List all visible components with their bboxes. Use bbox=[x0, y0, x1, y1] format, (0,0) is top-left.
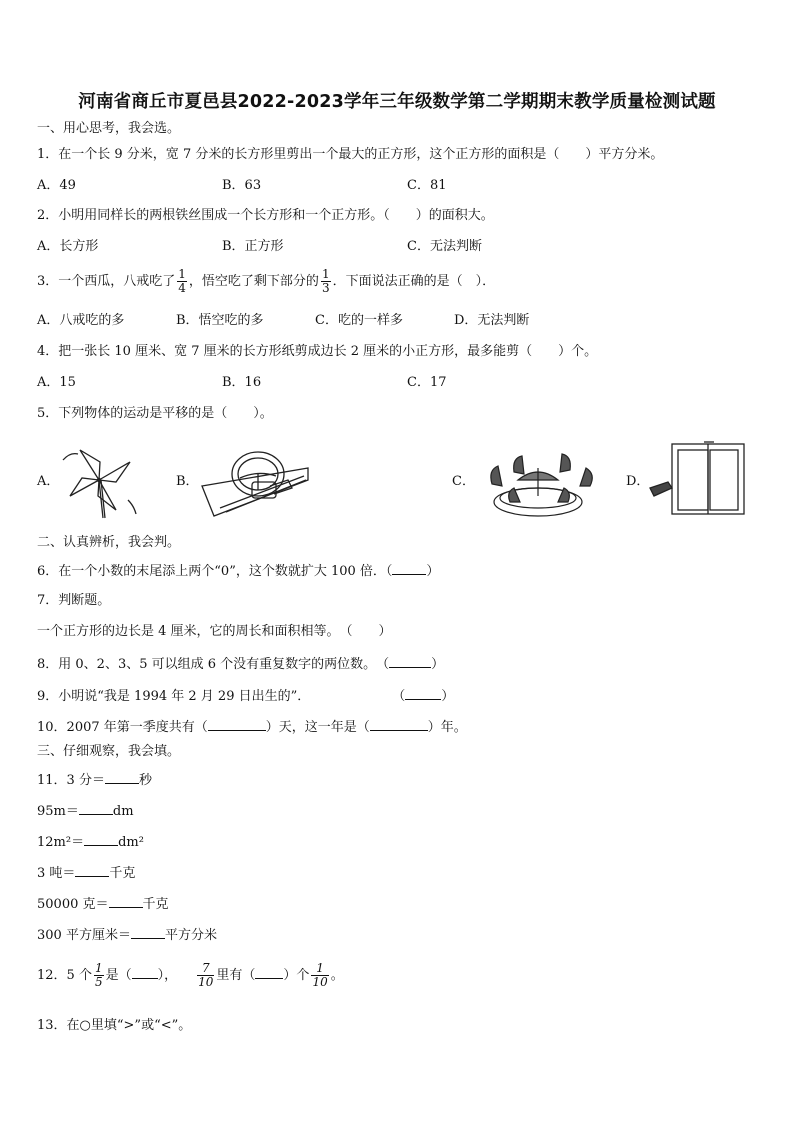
q5-option-d[interactable]: D． bbox=[626, 474, 650, 489]
question-3 bbox=[37, 266, 495, 298]
q1-option-b[interactable]: B．63 bbox=[222, 178, 262, 193]
q12-blank-2[interactable] bbox=[255, 965, 283, 979]
q10-text-mid: ）天，这一年是（ bbox=[265, 720, 370, 735]
section-3-heading: 三、仔细观察，我会填。 bbox=[37, 744, 181, 759]
steering-wheel-illustration bbox=[200, 446, 310, 518]
q6-answer-blank[interactable] bbox=[392, 561, 426, 575]
pinwheel-illustration bbox=[58, 440, 140, 520]
q2-option-b[interactable]: B．正方形 bbox=[222, 239, 284, 254]
q5-option-a[interactable]: A． bbox=[37, 474, 60, 489]
q4-option-a[interactable]: A．15 bbox=[37, 375, 76, 390]
q11-blank-3[interactable] bbox=[84, 832, 118, 846]
q3-fraction-2: $\frac{1}{3}$ bbox=[321, 267, 330, 295]
q11-blank-6[interactable] bbox=[131, 925, 165, 939]
q10-text-post: ）年。 bbox=[427, 720, 467, 735]
question-1: 1．在一个长 9 分米，宽 7 分米的长方形里剪出一个最大的正方形，这个正方形的面积是（ ）平方分米。 bbox=[37, 147, 664, 162]
q9-text-pre: （ bbox=[392, 689, 406, 704]
q6-text: 6．在一个小数的末尾添上两个“0”，这个数就扩大 100 倍．（ bbox=[37, 564, 393, 579]
q3-option-b[interactable]: B．悟空吃的多 bbox=[176, 313, 264, 328]
question-11-line-3: 12m²＝ dm² bbox=[37, 832, 144, 852]
q2-option-a[interactable]: A．长方形 bbox=[37, 239, 99, 254]
q5-option-b[interactable]: B． bbox=[176, 474, 199, 489]
q2-option-c[interactable]: C．无法判断 bbox=[407, 239, 482, 254]
q3-text-post: ．下面说法正确的是（ ）． bbox=[332, 274, 496, 289]
question-12: 12．5 个 $\frac{1}{5}$ 是（ ）， $\frac{7}{10}$ 里有（ ）个 $\frac{1}{10}$ 。 bbox=[37, 961, 344, 989]
question-7: 7．判断题。 bbox=[37, 593, 111, 608]
question-11-line-1: 11．3 分＝ 秒 bbox=[37, 770, 152, 790]
q9-text: 9．小明说“我是 1994 年 2 月 29 日出生的”． bbox=[37, 689, 311, 704]
q1-option-c[interactable]: C．81 bbox=[407, 178, 447, 193]
question-11-line-4: 3 吨＝ 千克 bbox=[37, 863, 135, 883]
q9-answer-blank[interactable] bbox=[405, 686, 441, 700]
q11-blank-5[interactable] bbox=[109, 894, 143, 908]
q10-year-type-blank[interactable] bbox=[370, 717, 428, 731]
section-1-heading: 一、用心思考，我会选。 bbox=[37, 121, 181, 136]
q4-option-c[interactable]: C．17 bbox=[407, 375, 447, 390]
q1-option-a[interactable]: A．49 bbox=[37, 178, 76, 193]
question-11-line-2: 95m＝ dm bbox=[37, 801, 134, 821]
q3-text-mid: ，悟空吃了剩下部分的 bbox=[188, 274, 319, 289]
q8-answer-blank[interactable] bbox=[389, 654, 431, 668]
question-7-statement: 一个正方形的边长是 4 厘米，它的周长和面积相等。 （ ） bbox=[37, 624, 392, 639]
question-6 bbox=[37, 561, 439, 581]
q10-text: 10．2007 年第一季度共有（ bbox=[37, 720, 208, 735]
q8-text: 8．用 0、2、3、5 可以组成 6 个没有重复数字的两位数。 （ bbox=[37, 657, 390, 672]
q10-days-blank[interactable] bbox=[208, 717, 266, 731]
q3-fraction-1: $\frac{1}{4}$ bbox=[178, 267, 186, 295]
q12-fraction-3: $\frac{1}{10}$ bbox=[312, 961, 328, 989]
sliding-window-illustration bbox=[648, 440, 748, 518]
q3-text-pre: 3．一个西瓜，八戒吃了 bbox=[37, 274, 176, 289]
q3-option-a[interactable]: A．八戒吃的多 bbox=[37, 313, 125, 328]
page-title: 河南省商丘市夏邑县2022-2023学年三年级数学第二学期期末教学质量检测试题 bbox=[78, 92, 716, 112]
q11-blank-4[interactable] bbox=[75, 863, 109, 877]
q11-blank-1[interactable] bbox=[105, 770, 139, 784]
q3-option-c[interactable]: C．吃的一样多 bbox=[315, 313, 403, 328]
q12-fraction-2: $\frac{7}{10}$ bbox=[198, 961, 214, 989]
question-8 bbox=[37, 654, 444, 674]
rotating-ride-illustration bbox=[478, 450, 600, 520]
question-2: 2．小明用同样长的两根铁丝围成一个长方形和一个正方形。（ ）的面积大。 bbox=[37, 208, 494, 223]
q11-blank-2[interactable] bbox=[79, 801, 113, 815]
question-13: 13．在○里填“>”或“<”。 bbox=[37, 1018, 192, 1033]
q6-text-post: ） bbox=[426, 564, 440, 579]
q8-text-post: ） bbox=[431, 657, 445, 672]
question-10 bbox=[37, 717, 467, 737]
q12-blank-1[interactable] bbox=[132, 965, 158, 979]
q9-text-post: ） bbox=[441, 689, 455, 704]
question-5: 5．下列物体的运动是平移的是（ ）。 bbox=[37, 406, 273, 421]
question-9 bbox=[37, 686, 454, 706]
q12-fraction-1: $\frac{1}{5}$ bbox=[94, 961, 103, 989]
question-11-line-6: 300 平方厘米＝ 平方分米 bbox=[37, 925, 217, 945]
question-4: 4．把一张长 10 厘米、宽 7 厘米的长方形纸剪成边长 2 厘米的小正方形，最多能剪（ ）个。 bbox=[37, 344, 598, 359]
question-11-line-5: 50000 克＝ 千克 bbox=[37, 894, 169, 914]
section-2-heading: 二、认真辨析，我会判。 bbox=[37, 535, 181, 550]
q4-option-b[interactable]: B．16 bbox=[222, 375, 262, 390]
q3-option-d[interactable]: D．无法判断 bbox=[454, 313, 530, 328]
q5-option-c[interactable]: C． bbox=[452, 474, 475, 489]
